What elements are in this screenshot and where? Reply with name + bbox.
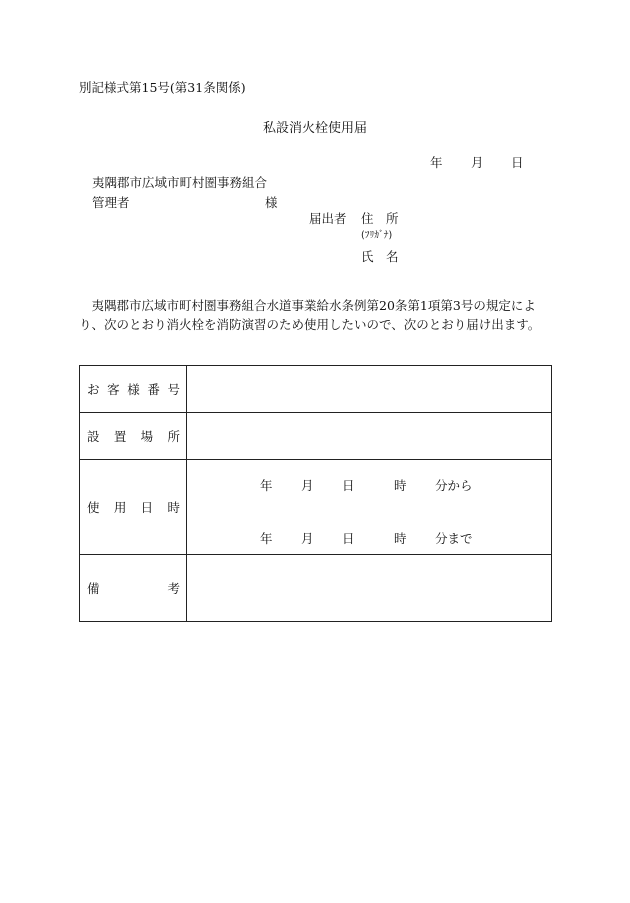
label-char: 客 xyxy=(107,382,120,397)
label-char: 用 xyxy=(113,500,127,515)
location-label-text xyxy=(87,427,180,445)
remarks-label xyxy=(80,555,187,622)
recipient-title: 管理者 xyxy=(92,195,130,210)
address-label: 住 所 xyxy=(361,211,399,226)
recipient-honorific: 様 xyxy=(265,195,278,210)
furigana-label: (ﾌﾘｶﾞﾅ) xyxy=(361,230,393,241)
location-field[interactable] xyxy=(187,413,552,460)
notification-form-table xyxy=(79,365,552,622)
usage-datetime-label xyxy=(80,460,187,555)
label-char: 所 xyxy=(167,429,180,444)
label-char: 号 xyxy=(167,382,180,397)
to-minute-label: 分まで xyxy=(435,530,473,546)
remarks-label-text xyxy=(87,579,180,597)
label-char: 考 xyxy=(167,581,180,596)
customer-number-label xyxy=(80,366,187,413)
usage-datetime-field[interactable] xyxy=(187,460,552,555)
to-month-label: 月 xyxy=(301,530,314,546)
label-char: 使 xyxy=(87,500,100,515)
customer-number-label-text xyxy=(87,380,180,398)
body-paragraph: 夷隅郡市広域市町村圏事務組合水道事業給水条例第20条第1項第3号の規定により、次のとおり消火栓を消防演習のため使用したいので、次のとおり届け出ます。 xyxy=(79,298,541,332)
remarks-field[interactable] xyxy=(187,555,552,622)
recipient-organization: 夷隅郡市広域市町村圏事務組合 xyxy=(92,175,268,190)
customer-number-field[interactable] xyxy=(187,366,552,413)
to-year-label: 年 xyxy=(260,530,273,546)
to-hour-label: 時 xyxy=(394,530,407,546)
usage-datetime-row xyxy=(80,460,552,555)
from-day-label: 日 xyxy=(342,477,355,493)
from-minute-label: 分から xyxy=(435,477,473,493)
label-char: 場 xyxy=(140,429,154,444)
label-char: お xyxy=(87,382,100,397)
label-char: 日 xyxy=(140,500,154,515)
label-char: 設 xyxy=(87,429,100,444)
document-title: 私設消火栓使用届 xyxy=(262,121,367,136)
usage-from-line[interactable] xyxy=(187,473,551,493)
applicant-label: 届出者 xyxy=(309,211,347,226)
location-label xyxy=(80,413,187,460)
date-day-label: 日 xyxy=(511,155,524,170)
usage-datetime-label-text xyxy=(87,498,180,516)
from-month-label: 月 xyxy=(301,477,314,493)
customer-number-row xyxy=(80,366,552,413)
label-char: 番 xyxy=(147,382,160,397)
usage-to-line[interactable] xyxy=(187,526,551,546)
from-year-label: 年 xyxy=(260,477,273,493)
location-row xyxy=(80,413,552,460)
label-char: 様 xyxy=(127,382,140,397)
date-year-label: 年 xyxy=(430,155,443,170)
to-day-label: 日 xyxy=(342,530,355,546)
label-char: 置 xyxy=(113,429,127,444)
name-label: 氏 名 xyxy=(361,249,399,264)
label-char: 備 xyxy=(87,581,100,596)
remarks-row xyxy=(80,555,552,622)
from-hour-label: 時 xyxy=(394,477,407,493)
date-month-label: 月 xyxy=(471,155,484,170)
form-number: 別記様式第15号(第31条関係) xyxy=(79,80,246,95)
label-char: 時 xyxy=(167,500,180,515)
